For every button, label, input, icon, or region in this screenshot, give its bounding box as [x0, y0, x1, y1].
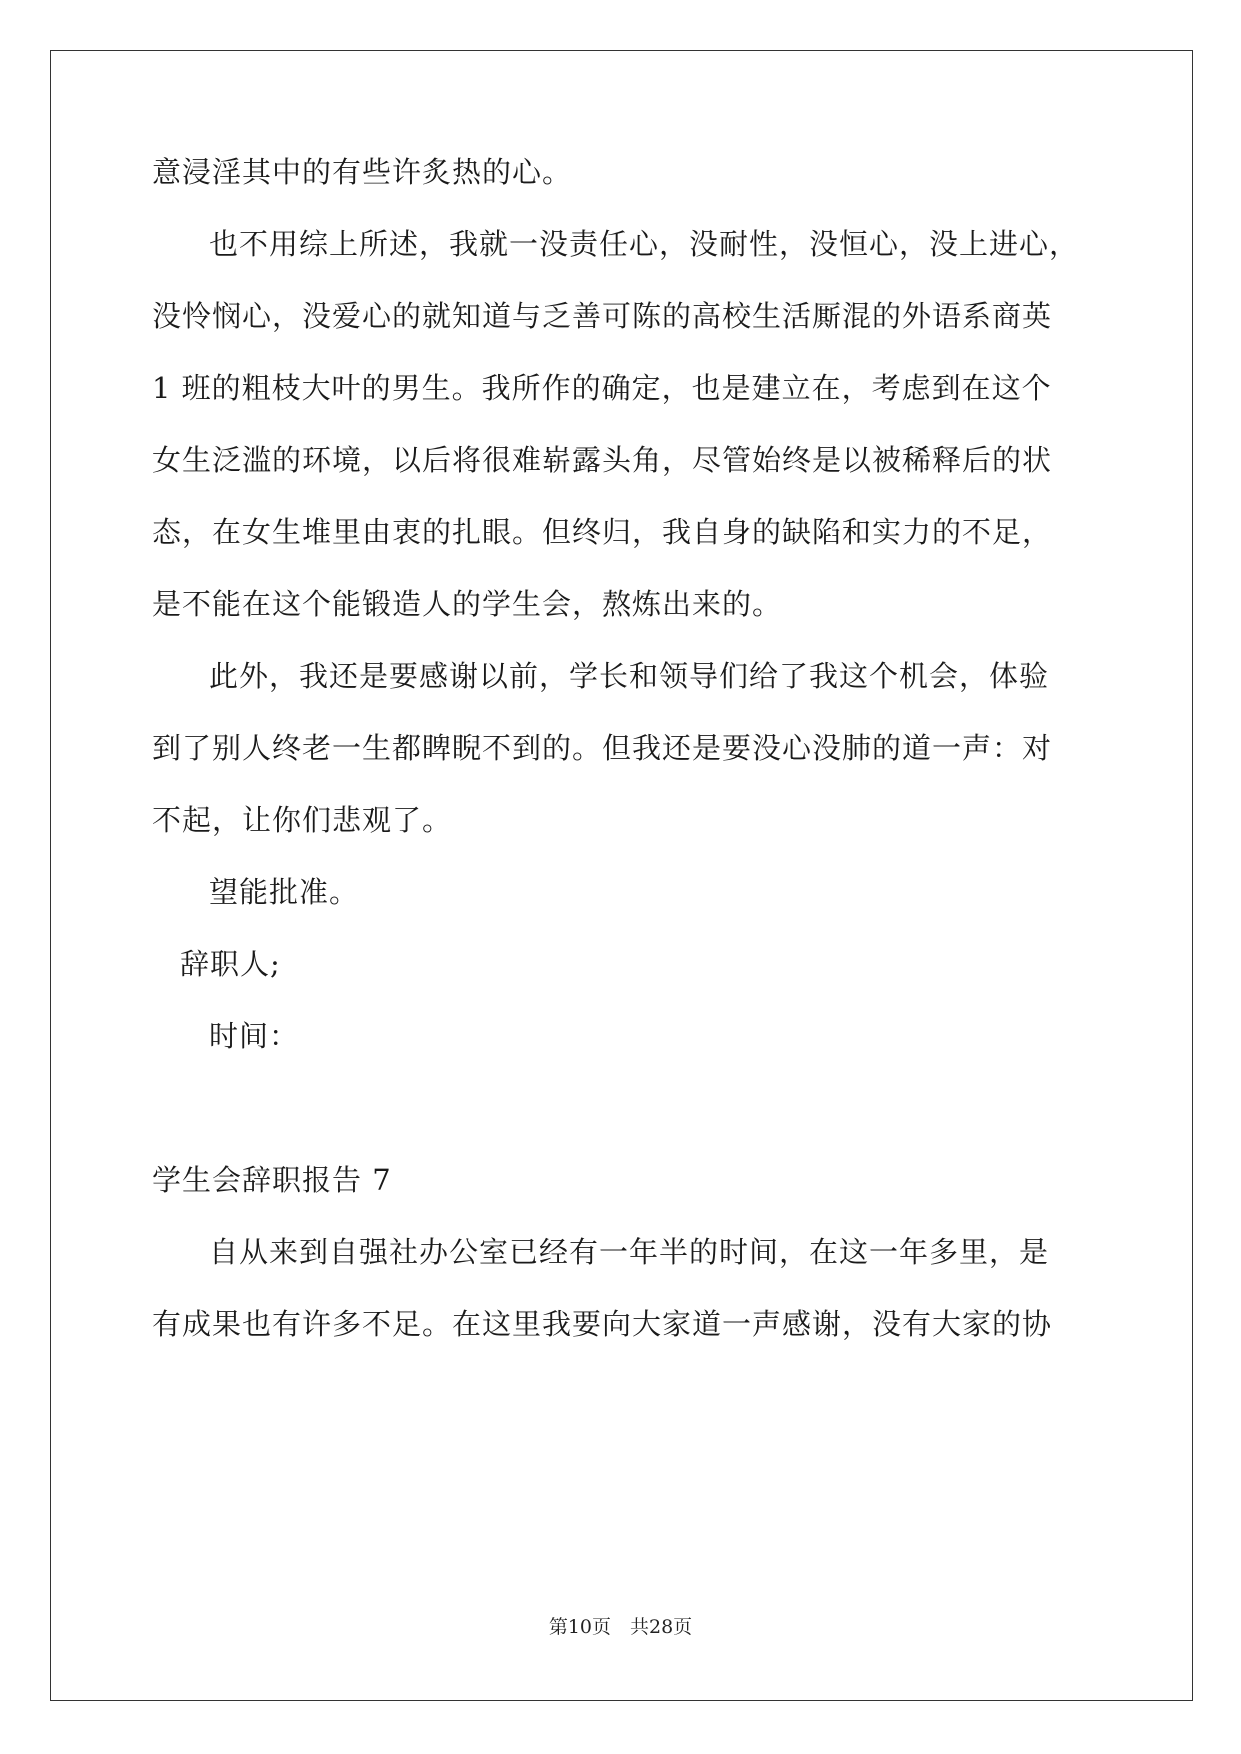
text-line: 此外，我还是要感谢以前，学长和领导们给了我这个机会，体验	[209, 659, 1050, 693]
text-line: 到了别人终老一生都睥睨不到的。但我还是要没心没肺的道一声：对	[152, 731, 1053, 765]
text-line: 有成果也有许多不足。在这里我要向大家道一声感谢，没有大家的协	[152, 1307, 1053, 1341]
text-line: 也不用综上所述，我就一没责任心，没耐性，没恒心，没上进心，	[209, 227, 1080, 261]
text-line: 女生泛滥的环境，以后将很难崭露头角，尽管始终是以被稀释后的状	[152, 443, 1053, 477]
text-line: 态，在女生堆里由衷的扎眼。但终归，我自身的缺陷和实力的不足，	[152, 515, 1053, 549]
date-label: 时间：	[209, 1019, 300, 1053]
text-line: 1 班的粗枝大叶的男生。我所作的确定，也是建立在，考虑到在这个	[152, 371, 1052, 405]
text-line: 意浸淫其中的有些许炙热的心。	[152, 155, 573, 189]
text-line: 不起，让你们悲观了。	[152, 803, 453, 837]
section-heading: 学生会辞职报告 7	[152, 1163, 392, 1197]
text-line: 是不能在这个能锻造人的学生会，熬炼出来的。	[152, 587, 783, 621]
signature-label: 辞职人;	[180, 947, 281, 981]
text-line: 望能批准。	[209, 875, 360, 909]
page-footer: 第10页 共28页	[548, 1616, 693, 1638]
text-line: 自从来到自强社办公室已经有一年半的时间，在这一年多里，是	[209, 1235, 1050, 1269]
text-line: 没怜悯心，没爱心的就知道与乏善可陈的高校生活厮混的外语系商英	[152, 299, 1053, 333]
